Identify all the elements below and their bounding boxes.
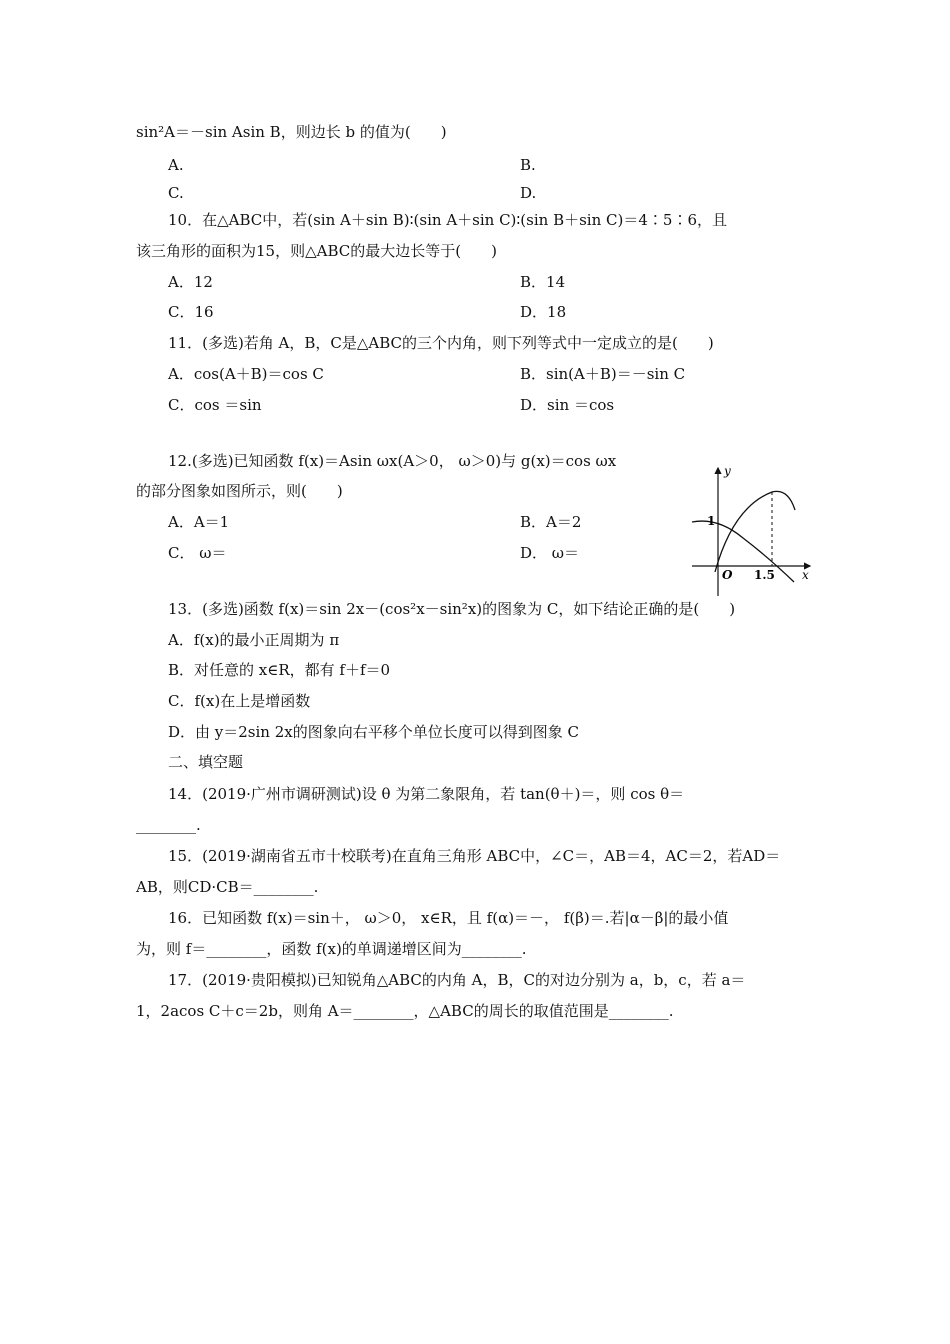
q11-option-d[interactable]: D．sin ＝cos	[520, 396, 615, 414]
q11-option-a[interactable]: A．cos(A＋B)＝cos C	[168, 365, 324, 383]
q10-option-c[interactable]: C．16	[168, 303, 214, 321]
q12-option-c[interactable]: C． ω＝	[168, 544, 227, 562]
q13-option-d[interactable]: D．由 y＝2sin 2x的图象向右平移个单位长度可以得到图象 C	[168, 723, 579, 741]
q17-stem-line2[interactable]: 1，2acos C＋c＝2b，则角 A＝________，△ABC的周长的取值范围是________.	[136, 1002, 674, 1020]
q9-option-a[interactable]: A.	[168, 156, 184, 174]
x-tick-label: 1.5	[754, 568, 775, 582]
q9-option-b[interactable]: B.	[520, 156, 536, 174]
q13-option-a[interactable]: A．f(x)的最小正周期为 π	[168, 631, 340, 649]
q12-stem: 12.(多选)已知函数 f(x)＝Asin ωx(A＞0， ω＞0)与 g(x)＝cos ωx	[168, 452, 617, 470]
q13-option-c[interactable]: C．f(x)在上是增函数	[168, 692, 311, 710]
q11-option-c[interactable]: C．cos ＝sin	[168, 396, 262, 414]
q11-option-b[interactable]: B．sin(A＋B)＝－sin C	[520, 365, 686, 383]
q10-option-b[interactable]: B．14	[520, 273, 566, 291]
q15-stem-line2[interactable]: AB，则CD·CB＝________.	[136, 878, 319, 896]
cosine-curve	[692, 521, 794, 582]
y-axis-label: y	[724, 464, 731, 478]
q16-stem: 16．已知函数 f(x)＝sin＋， ω＞0， x∈R，且 f(α)＝－， f(β)＝.若|α－β|的最小值	[168, 909, 729, 927]
q13-stem: 13．(多选)函数 f(x)＝sin 2x－(cos²x－sin²x)的图象为 C，如下结论正确的是( )	[168, 600, 736, 618]
q12-option-b[interactable]: B．A＝2	[520, 513, 582, 531]
q10-stem-line2: 该三角形的面积为15，则△ABC的最大边长等于( )	[136, 242, 497, 260]
q10-stem: 10．在△ABC中，若(sin A＋sin B)∶(sin A＋sin C)∶(sin B＋sin C)＝4∶5∶6，且	[168, 211, 727, 229]
q15-stem: 15．(2019·湖南省五市十校联考)在直角三角形 ABC中，∠C＝，AB＝4，AC＝2，若AD＝	[168, 847, 781, 865]
q10-option-d[interactable]: D．18	[520, 303, 567, 321]
q11-stem: 11．(多选)若角 A，B，C是△ABC的三个内角，则下列等式中一定成立的是( )	[168, 334, 714, 352]
q12-stem-line2: 的部分图象如图所示，则( )	[136, 482, 343, 500]
q9-option-c[interactable]: C.	[168, 184, 184, 202]
q9-option-d[interactable]: D.	[520, 184, 537, 202]
q17-stem: 17．(2019·贵阳模拟)已知锐角△ABC的内角 A，B，C的对边分别为 a，b，c，若 a＝	[168, 971, 746, 989]
origin-label: O	[722, 568, 733, 582]
q13-option-b[interactable]: B．对任意的 x∈R，都有 f＋f＝0	[168, 661, 391, 679]
x-axis-label: x	[802, 568, 809, 582]
q16-stem-line2[interactable]: 为，则 f＝________，函数 f(x)的单调递增区间为________.	[136, 940, 527, 958]
q12-option-d[interactable]: D． ω＝	[520, 544, 580, 562]
section-heading-fill-in: 二、填空题	[168, 753, 244, 771]
q14-stem: 14．(2019·广州市调研测试)设 θ 为第二象限角，若 tan(θ＋)＝，则 cos θ＝	[168, 785, 685, 803]
q9-stem-continued: sin²A＝－sin Asin B，则边长 b 的值为( )	[136, 123, 447, 141]
sine-curve	[715, 491, 795, 572]
y-value-1-label: 1	[707, 514, 716, 528]
function-graph	[688, 462, 818, 600]
q12-option-a[interactable]: A．A＝1	[168, 513, 230, 531]
q10-option-a[interactable]: A．12	[168, 273, 213, 291]
q14-blank[interactable]: ________.	[136, 816, 201, 834]
